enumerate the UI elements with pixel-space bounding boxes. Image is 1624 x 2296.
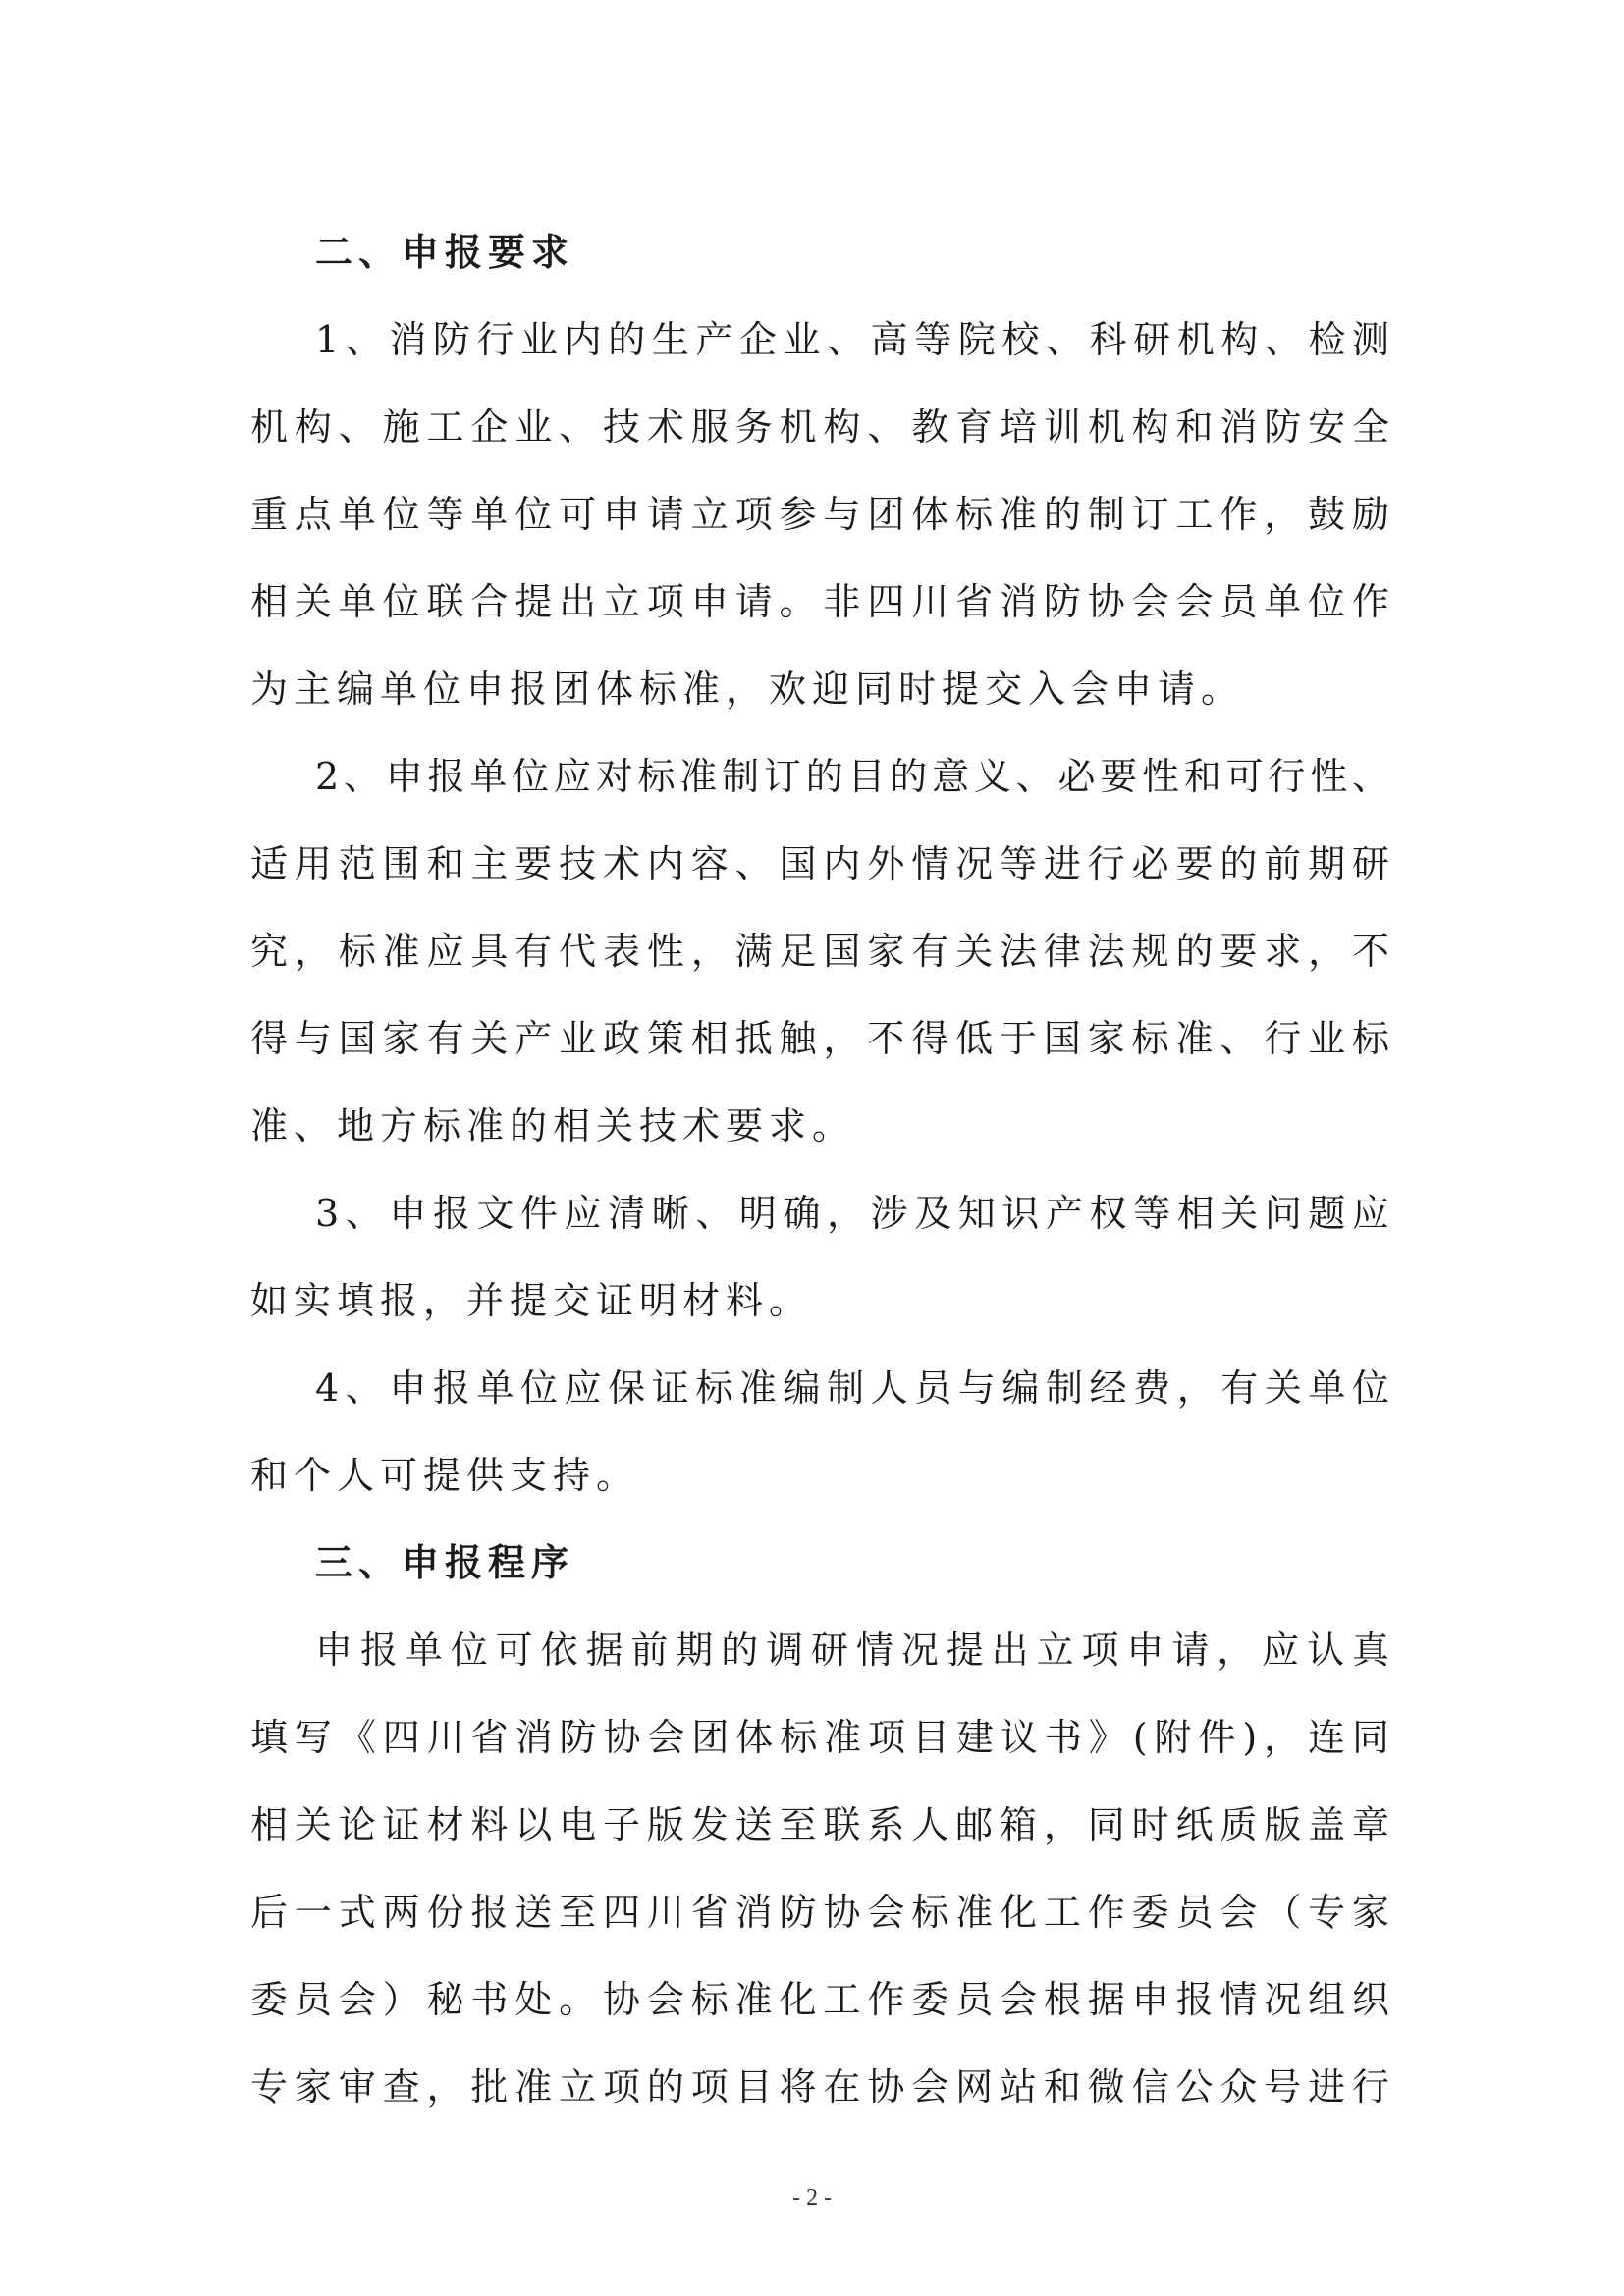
text-line: 1、消防行业内的生产企业、高等院校、科研机构、检测 <box>315 318 1389 361</box>
paragraph-requirement-2 <box>250 733 1389 1170</box>
text-line: 适用范围和主要技术内容、国内外情况等进行必要的前期研 <box>250 842 1389 885</box>
text-line: 委员会）秘书处。协会标准化工作委员会根据申报情况组织 <box>250 1978 1389 2021</box>
text-line: 得与国家有关产业政策相抵触，不得低于国家标准、行业标 <box>250 1017 1389 1060</box>
text-line: 后一式两份报送至四川省消防协会标准化工作委员会（专家 <box>250 1891 1389 1934</box>
text-line: 申报单位可依据前期的调研情况提出立项申请，应认真 <box>315 1629 1389 1672</box>
text-line: 和个人可提供支持。 <box>250 1454 640 1497</box>
text-line: 相关单位联合提出立项申请。非四川省消防协会会员单位作 <box>250 580 1389 623</box>
section-heading-procedure: 三、申报程序 <box>315 1541 575 1584</box>
text-line: 为主编单位申报团体标准，欢迎同时提交入会申请。 <box>250 667 1245 711</box>
text-line: 准、地方标准的相关技术要求。 <box>250 1104 856 1148</box>
section-heading-requirements: 二、申报要求 <box>315 231 575 274</box>
text-line: 2、申报单位应对标准制订的目的意义、必要性和可行性、 <box>315 755 1389 798</box>
text-line: 相关论证材料以电子版发送至联系人邮箱，同时纸质版盖章 <box>250 1803 1389 1846</box>
paragraph-requirement-4 <box>250 1345 1389 1520</box>
text-line: 填写《四川省消防协会团体标准项目建议书》(附件)，连同 <box>250 1716 1389 1759</box>
text-line: 如实填报，并提交证明材料。 <box>250 1279 813 1322</box>
text-line: 机构、施工企业、技术服务机构、教育培训机构和消防安全 <box>250 405 1389 449</box>
document-page <box>250 209 1389 2131</box>
text-line: 究，标准应具有代表性，满足国家有关法律法规的要求，不 <box>250 930 1389 973</box>
text-line: 专家审查，批准立项的项目将在协会网站和微信公众号进行 <box>250 2065 1389 2109</box>
text-line: 重点单位等单位可申请立项参与团体标准的制订工作，鼓励 <box>250 493 1389 536</box>
paragraph-requirement-3 <box>250 1170 1389 1345</box>
page-number: - 2 - <box>792 2185 832 2211</box>
paragraph-requirement-1 <box>250 296 1389 733</box>
text-line: 3、申报文件应清晰、明确，涉及知识产权等相关问题应 <box>315 1192 1389 1235</box>
paragraph-procedure <box>250 1607 1389 2131</box>
text-line: 4、申报单位应保证标准编制人员与编制经费，有关单位 <box>315 1366 1389 1410</box>
